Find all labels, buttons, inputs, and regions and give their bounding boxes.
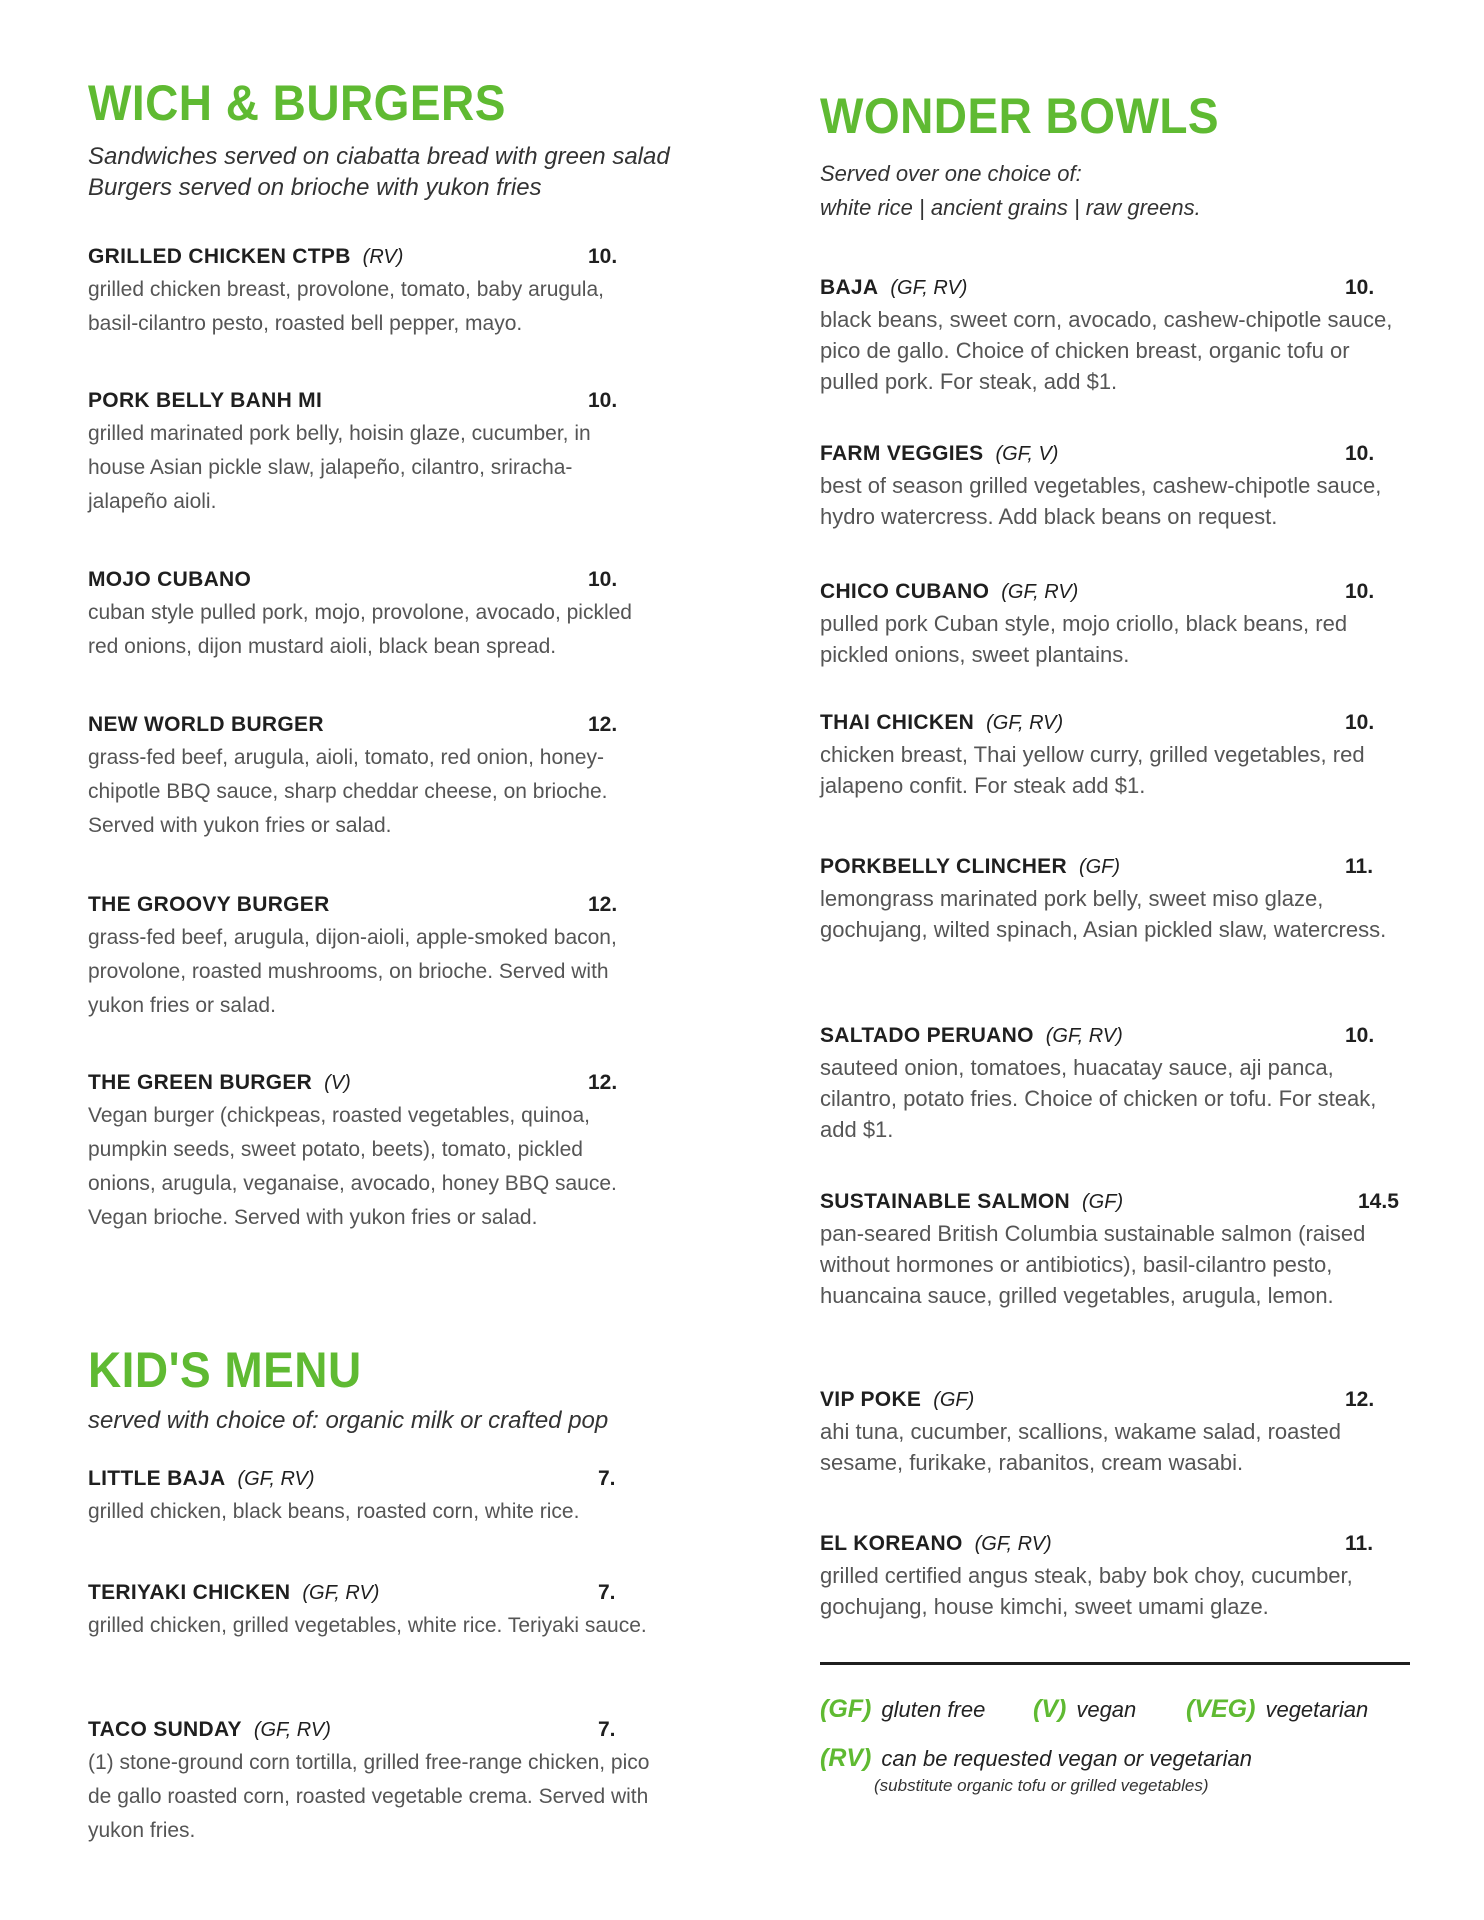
legend-veg: (VEG) vegetarian [1186,1695,1369,1723]
item-name: CHICO CUBANO (GF, RV) [820,580,1079,603]
menu-item [820,440,1420,532]
item-name: MOJO CUBANO [88,568,252,591]
bowls-subtitle-2: white rice | ancient grains | raw greens. [820,195,1201,220]
menu-item [820,709,1420,801]
item-name: TERIYAKI CHICKEN (GF, RV) [88,1581,380,1604]
dietary-tag: (GF, RV) [302,1582,380,1604]
item-description: black beans, sweet corn, avocado, cashew-chipotle sauce, pico de gallo. Choice of chicken breast, organic tofu or pulled pork. For steak, add $1. [820,307,1393,394]
menu-item [88,1465,648,1529]
item-name: PORK BELLY BANH MI [88,389,323,412]
dietary-tag: (V) [324,1072,351,1094]
item-description: grilled chicken, black beans, roasted corn, white rice. [88,1500,580,1523]
menu-item [820,1386,1420,1478]
menu-item [820,578,1420,670]
menu-item [88,243,648,341]
menu-item [88,1579,648,1643]
legend-rv-note: (substitute organic tofu or grilled vegetables) [874,1776,1209,1795]
legend-v: (V) vegan [1033,1695,1137,1723]
item-description: sauteed onion, tomatoes, huacatay sauce, aji panca, cilantro, potato fries. Choice of chicken or tofu. For steak, add $1. [820,1055,1377,1142]
item-description: (1) stone-ground corn tortilla, grilled free-range chicken, pico de gallo roasted corn, roasted vegetable crema. Served with yukon fries. [88,1751,650,1842]
item-price: 10. [1345,1024,1375,1047]
menu-item [820,1188,1420,1311]
bowls-subtitle-1: Served over one choice of: [820,161,1082,186]
item-description: grilled chicken breast, provolone, tomato, baby arugula, basil-cilantro pesto, roasted bell pepper, mayo. [88,278,604,335]
kids-subtitle: served with choice of: organic milk or crafted pop [88,1407,609,1434]
item-price: 12. [588,1071,618,1094]
menu-item [88,891,648,1023]
item-description: pan-seared British Columbia sustainable salmon (raised without hormones or antibiotics), basil-cilantro pesto, huancaina sauce, grilled vegetables, arugula, lemon. [820,1221,1366,1308]
item-name: BAJA (GF, RV) [820,276,968,299]
item-name: FARM VEGGIES (GF, V) [820,442,1059,465]
item-price: 10. [1345,580,1375,603]
legend-rv: (RV) can be requested vegan or vegetarian [820,1744,1252,1772]
item-price: 11. [1345,1532,1374,1555]
menu-item [88,1716,648,1848]
menu-item [88,566,648,664]
item-description: ahi tuna, cucumber, scallions, wakame salad, roasted sesame, furikake, rabanitos, cream wasabi. [820,1419,1341,1475]
dietary-tag: (GF) [1078,856,1121,878]
item-name: THE GROOVY BURGER [88,893,330,916]
item-price: 7. [598,1718,616,1741]
item-name: TACO SUNDAY (GF, RV) [88,1718,331,1741]
item-name: THAI CHICKEN (GF, RV) [820,711,1064,734]
item-name: SUSTAINABLE SALMON (GF) [820,1190,1124,1213]
dietary-tag: (GF, RV) [237,1468,315,1490]
item-description: grilled certified angus steak, baby bok choy, cucumber, gochujang, house kimchi, sweet umami glaze. [820,1563,1353,1619]
item-name: NEW WORLD BURGER [88,713,324,736]
item-description: lemongrass marinated pork belly, sweet miso glaze, gochujang, wilted spinach, Asian pickled slaw, watercress. [820,886,1387,942]
menu-item [820,274,1420,397]
dietary-tag: (GF) [933,1389,975,1411]
item-price: 14.5 [1358,1190,1399,1213]
legend-gf: (GF) gluten free [820,1695,986,1723]
menu-item [88,387,648,519]
wonder-bowls-title: WONDER BOWLS [820,88,1220,144]
item-name: THE GREEN BURGER (V) [88,1071,351,1094]
dietary-tag: (GF, RV) [253,1719,331,1741]
menu-item [820,1022,1420,1145]
item-price: 12. [588,893,618,916]
item-description: cuban style pulled pork, mojo, provolone, avocado, pickled red onions, dijon mustard aioli, black bean spread. [88,601,632,658]
item-name: EL KOREANO (GF, RV) [820,1532,1052,1555]
menu-item [820,853,1420,945]
item-description: Vegan burger (chickpeas, roasted vegetables, quinoa, pumpkin seeds, sweet potato, beets), tomato, pickled onions, arugula, veganaise, avocado, honey BBQ sauce. Vegan brioche. Served with yukon fries or salad. [88,1104,617,1229]
wich-burgers-title: WICH & BURGERS [88,75,506,131]
item-price: 11. [1345,855,1374,878]
item-price: 12. [588,713,618,736]
item-description: best of season grilled vegetables, cashew-chipotle sauce, hydro watercress. Add black beans on request. [820,473,1382,529]
item-price: 10. [1345,276,1375,299]
item-price: 10. [588,389,618,412]
item-description: chicken breast, Thai yellow curry, grilled vegetables, red jalapeno confit. For steak add $1. [820,742,1365,798]
item-price: 10. [588,568,618,591]
dietary-tag: (GF, RV) [974,1533,1052,1555]
item-description: grass-fed beef, arugula, aioli, tomato, red onion, honey-chipotle BBQ sauce, sharp cheddar cheese, on brioche. Served with yukon fries or salad. [88,746,608,837]
item-description: grilled marinated pork belly, hoisin glaze, cucumber, in house Asian pickle slaw, jalapeño, cilantro, sriracha-jalapeño aioli. [88,422,591,513]
menu-item [820,1530,1420,1622]
item-price: 10. [588,245,618,268]
item-price: 10. [1345,442,1375,465]
item-description: grilled chicken, grilled vegetables, white rice. Teriyaki sauce. [88,1614,647,1637]
wich-subtitle-1: Sandwiches served on ciabatta bread with green salad [88,143,670,170]
item-price: 12. [1345,1388,1375,1411]
dietary-tag: (GF, RV) [1001,581,1079,603]
dietary-tag: (GF) [1082,1191,1124,1213]
item-name: PORKBELLY CLINCHER (GF) [820,855,1121,878]
dietary-tag: (RV) [362,246,404,268]
item-name: LITTLE BAJA (GF, RV) [88,1467,315,1490]
menu-item [88,711,648,843]
dietary-tag: (GF, RV) [890,277,968,299]
item-description: pulled pork Cuban style, mojo criollo, black beans, red pickled onions, sweet plantains. [820,611,1348,667]
dietary-tag: (GF, V) [995,443,1059,465]
item-price: 10. [1345,711,1375,734]
dietary-tag: (GF, RV) [986,712,1064,734]
item-price: 7. [598,1467,616,1490]
wich-subtitle-2: Burgers served on brioche with yukon fries [88,174,542,201]
item-description: grass-fed beef, arugula, dijon-aioli, apple-smoked bacon, provolone, roasted mushrooms, on brioche. Served with yukon fries or salad. [88,926,617,1017]
dietary-tag: (GF, RV) [1045,1025,1123,1047]
legend-divider [820,1662,1410,1665]
kids-menu-title: KID'S MENU [88,1342,362,1398]
item-price: 7. [598,1581,616,1604]
item-name: VIP POKE (GF) [820,1388,975,1411]
menu-item [88,1069,648,1235]
item-name: SALTADO PERUANO (GF, RV) [820,1024,1123,1047]
item-name: GRILLED CHICKEN CTPB (RV) [88,245,404,268]
